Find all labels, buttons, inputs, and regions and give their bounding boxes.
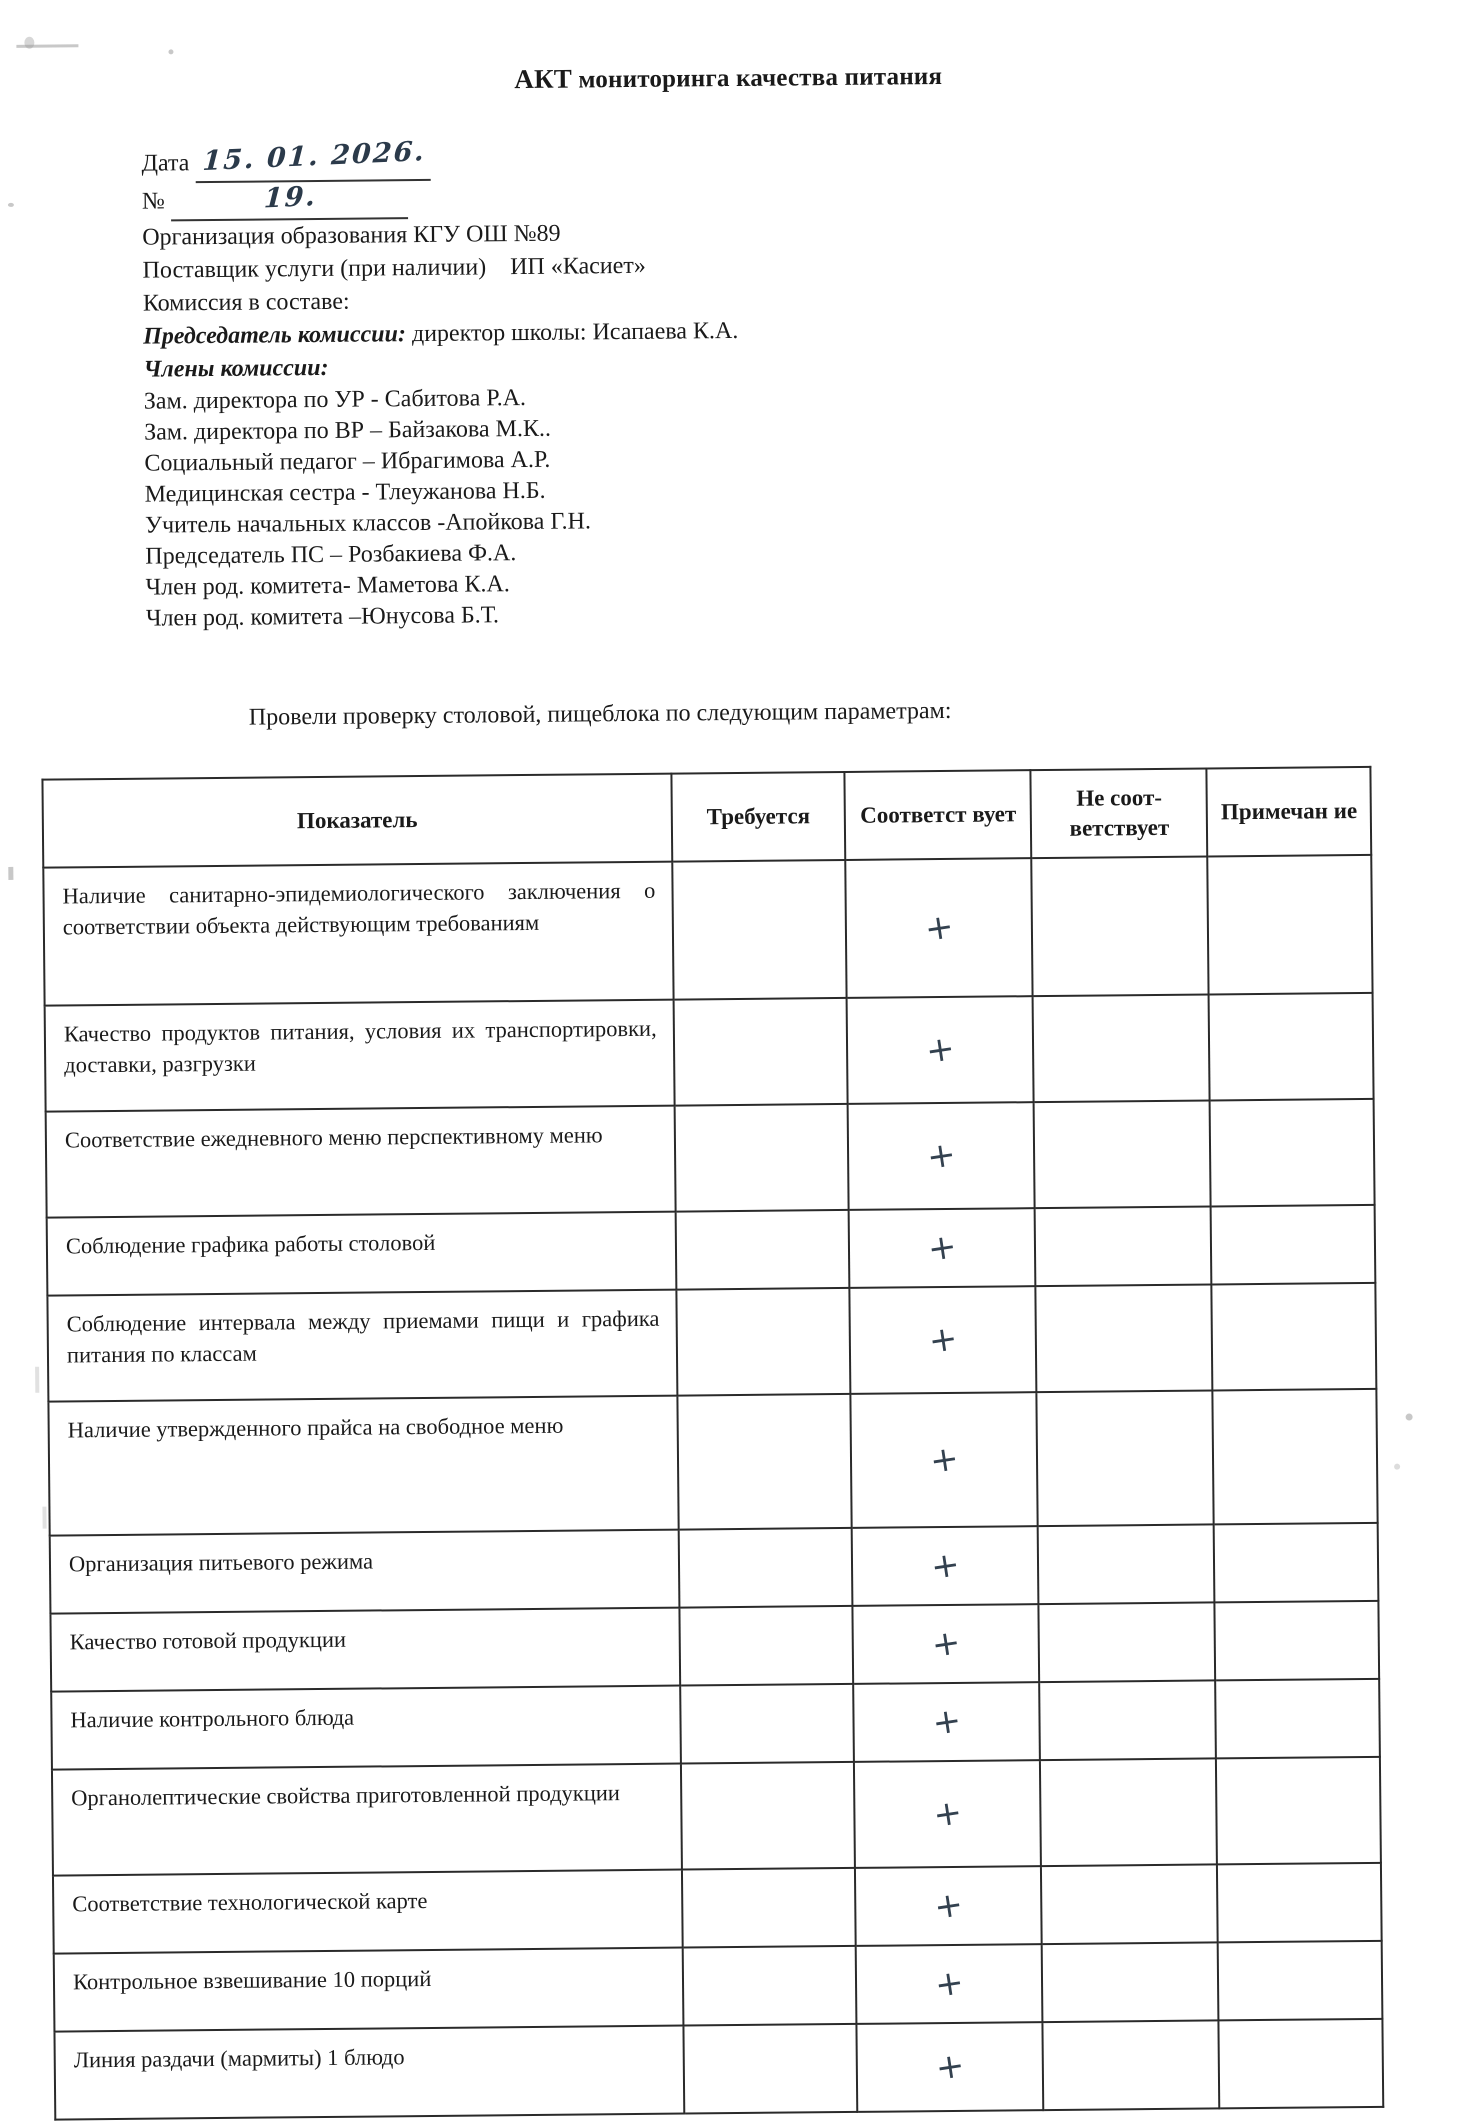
cell-required: [682, 1946, 856, 2026]
scan-artifact: [42, 1507, 46, 1529]
document-title-rest: мониторинга качества питания: [571, 62, 943, 94]
cell-non-compliant: [1040, 1680, 1217, 1760]
cell-note: [1212, 1283, 1377, 1391]
cell-compliant: [848, 1102, 1035, 1210]
table-row: [47, 1205, 1376, 1296]
cell-compliant: [847, 996, 1034, 1104]
cell-required: [680, 1684, 854, 1764]
scan-artifact: [8, 203, 14, 207]
scan-artifact: [35, 1367, 39, 1393]
cell-note: [1213, 1389, 1378, 1525]
cell-parameter: Качество готовой продукции: [50, 1608, 680, 1692]
commission-member: Медицинская сестра - Тлеужанова Н.Б.: [144, 477, 546, 508]
number-label: №: [141, 188, 165, 215]
number-value: 19.: [263, 181, 318, 215]
cell-compliant: [849, 1208, 1036, 1288]
table-row: [50, 1523, 1379, 1614]
cell-compliant: [850, 1286, 1037, 1394]
cell-note: [1217, 1863, 1381, 1943]
cell-required: [683, 2024, 857, 2114]
scan-artifact: [168, 49, 173, 54]
table-row: [52, 1757, 1381, 1876]
table-row: [45, 993, 1374, 1112]
handwritten-plus-mark: +: [930, 1792, 965, 1836]
document-header-block: [141, 136, 1146, 635]
cell-parameter: Организация питьевого режима: [50, 1530, 680, 1614]
date-value: 15. 01. 2026.: [201, 136, 427, 178]
chairman-label: Председатель комиссии:: [143, 321, 407, 350]
cell-parameter: Соблюдение графика работы столовой: [47, 1212, 677, 1296]
table-row: [43, 855, 1372, 1006]
cell-note: [1216, 1679, 1380, 1759]
table-header-row: [42, 767, 1371, 868]
cell-non-compliant: [1041, 1864, 1218, 1944]
cell-note: [1210, 1099, 1375, 1207]
inspection-table: [41, 766, 1384, 2121]
cell-non-compliant: [1038, 1524, 1215, 1604]
table-row: [50, 1601, 1379, 1692]
cell-required: [679, 1606, 853, 1686]
inspection-table-wrapper: [41, 766, 1384, 2121]
handwritten-plus-mark: +: [925, 1226, 960, 1270]
table-row: [47, 1283, 1376, 1402]
cell-note: [1209, 993, 1374, 1101]
supplier-label: Поставщик услуги (при наличии): [142, 254, 487, 284]
cell-required: [675, 1210, 849, 1290]
handwritten-plus-mark: +: [929, 1622, 964, 1666]
cell-non-compliant: [1034, 1100, 1211, 1208]
cell-compliant: [851, 1392, 1038, 1528]
cell-parameter: Контрольное взвешивание 10 порций: [54, 1948, 684, 2032]
cell-non-compliant: [1033, 994, 1210, 1102]
inspection-intro-text: Провели проверку столовой, пищеблока по следующим параметрам:: [248, 697, 952, 731]
cell-non-compliant: [1043, 2020, 1220, 2110]
cell-required: [674, 1104, 849, 1212]
cell-non-compliant: [1037, 1390, 1214, 1526]
cell-required: [676, 1288, 851, 1396]
handwritten-plus-mark: +: [926, 1318, 961, 1362]
cell-compliant: [853, 1604, 1040, 1684]
column-header-compliant: Соответст вует: [845, 770, 1032, 860]
cell-compliant: [846, 858, 1033, 998]
handwritten-plus-mark: +: [922, 906, 957, 950]
cell-note: [1208, 855, 1373, 995]
column-header-required: Требуется: [671, 772, 845, 862]
cell-non-compliant: [1032, 856, 1209, 996]
handwritten-plus-mark: +: [928, 1544, 963, 1588]
commission-member: Председатель ПС – Розбакиева Ф.А.: [145, 540, 517, 570]
commission-member: Зам. директора по ВР – Байзакова М.К..: [143, 415, 552, 446]
cell-note: [1215, 1601, 1379, 1681]
cell-non-compliant: [1035, 1206, 1212, 1286]
cell-parameter: Соответствие ежедневного меню перспективному меню: [46, 1106, 676, 1218]
scan-artifact: [1406, 1414, 1413, 1421]
table-header: [42, 767, 1371, 868]
commission-member: Зам. директора по УР - Сабитова Р.А.: [143, 384, 527, 415]
cell-note: [1216, 1757, 1381, 1865]
column-header-note: Примечан ие: [1207, 767, 1371, 857]
column-header-parameter: Показатель: [42, 774, 672, 868]
cell-parameter: Наличие санитарно-эпидемиологического заключения о соответствии объекта действующим требованиям: [43, 862, 673, 1006]
cell-non-compliant: [1036, 1284, 1213, 1392]
cell-note: [1214, 1523, 1378, 1603]
cell-required: [682, 1868, 856, 1948]
cell-note: [1211, 1205, 1375, 1285]
table-row: [53, 1863, 1382, 1954]
scan-artifact: [24, 37, 34, 49]
commission-member: Член род. комитета –Юнусова Б.Т.: [145, 602, 500, 632]
table-row: [54, 2019, 1383, 2120]
column-header-non-compliant: Не соот- ветствует: [1031, 768, 1208, 858]
handwritten-plus-mark: +: [924, 1134, 959, 1178]
cell-required: [673, 998, 848, 1106]
document-title-akt: АКТ: [514, 63, 573, 95]
table-row: [51, 1679, 1380, 1770]
cell-parameter: Наличие утвержденного прайса на свободное меню: [48, 1396, 678, 1536]
commission-member: Учитель начальных классов -Апойкова Г.Н.: [144, 508, 591, 539]
cell-parameter: Линия раздачи (мармиты) 1 блюдо: [54, 2026, 684, 2120]
commission-member: Член род. комитета- Маметова К.А.: [145, 571, 510, 601]
table-row: [54, 1941, 1383, 2032]
handwritten-plus-mark: +: [933, 2045, 968, 2089]
handwritten-plus-mark: +: [927, 1438, 962, 1482]
cell-compliant: [853, 1682, 1040, 1762]
date-label: Дата: [141, 150, 190, 177]
organization-value: КГУ ОШ №89: [413, 220, 561, 249]
cell-note: [1218, 1941, 1382, 2021]
scan-artifact: [8, 867, 13, 880]
cell-parameter: Соблюдение интервала между приемами пищи и графика питания по классам: [47, 1290, 677, 1402]
cell-parameter: Органолептические свойства приготовленной продукции: [52, 1764, 682, 1876]
cell-non-compliant: [1039, 1602, 1216, 1682]
cell-compliant: [857, 2022, 1044, 2112]
cell-parameter: Наличие контрольного блюда: [51, 1686, 681, 1770]
cell-compliant: [854, 1760, 1041, 1868]
handwritten-plus-mark: +: [923, 1028, 958, 1072]
date-field: [195, 136, 431, 183]
handwritten-plus-mark: +: [932, 1962, 967, 2006]
members-label: Члены комиссии:: [143, 354, 329, 383]
handwritten-plus-mark: +: [929, 1700, 964, 1744]
cell-parameter: Качество продуктов питания, условия их транспортировки, доставки, разгрузки: [45, 1000, 675, 1112]
document-title: [0, 55, 1464, 100]
cell-compliant: [855, 1866, 1042, 1946]
chairman-value: директор школы: Исапаева К.А.: [411, 317, 739, 348]
cell-note: [1219, 2019, 1383, 2109]
table-row: [48, 1389, 1377, 1536]
cell-required: [681, 1762, 856, 1870]
table-body: [43, 855, 1383, 2120]
cell-required: [678, 1528, 852, 1608]
supplier-value: ИП «Касиет»: [510, 252, 646, 281]
cell-non-compliant: [1042, 1942, 1219, 2022]
number-field: [171, 181, 408, 221]
table-row: [46, 1099, 1375, 1218]
handwritten-plus-mark: +: [931, 1884, 966, 1928]
cell-non-compliant: [1040, 1758, 1217, 1866]
organization-label: Организация образования: [142, 222, 408, 251]
cell-compliant: [852, 1526, 1039, 1606]
cell-required: [677, 1394, 852, 1530]
commission-label: Комиссия в составе:: [142, 288, 350, 317]
commission-member: Социальный педагог – Ибрагимова А.Р.: [144, 446, 551, 477]
cell-compliant: [856, 1944, 1043, 2024]
cell-required: [672, 860, 847, 1000]
scan-artifact: [1394, 1464, 1400, 1470]
cell-parameter: Соответствие технологической карте: [53, 1870, 683, 1954]
